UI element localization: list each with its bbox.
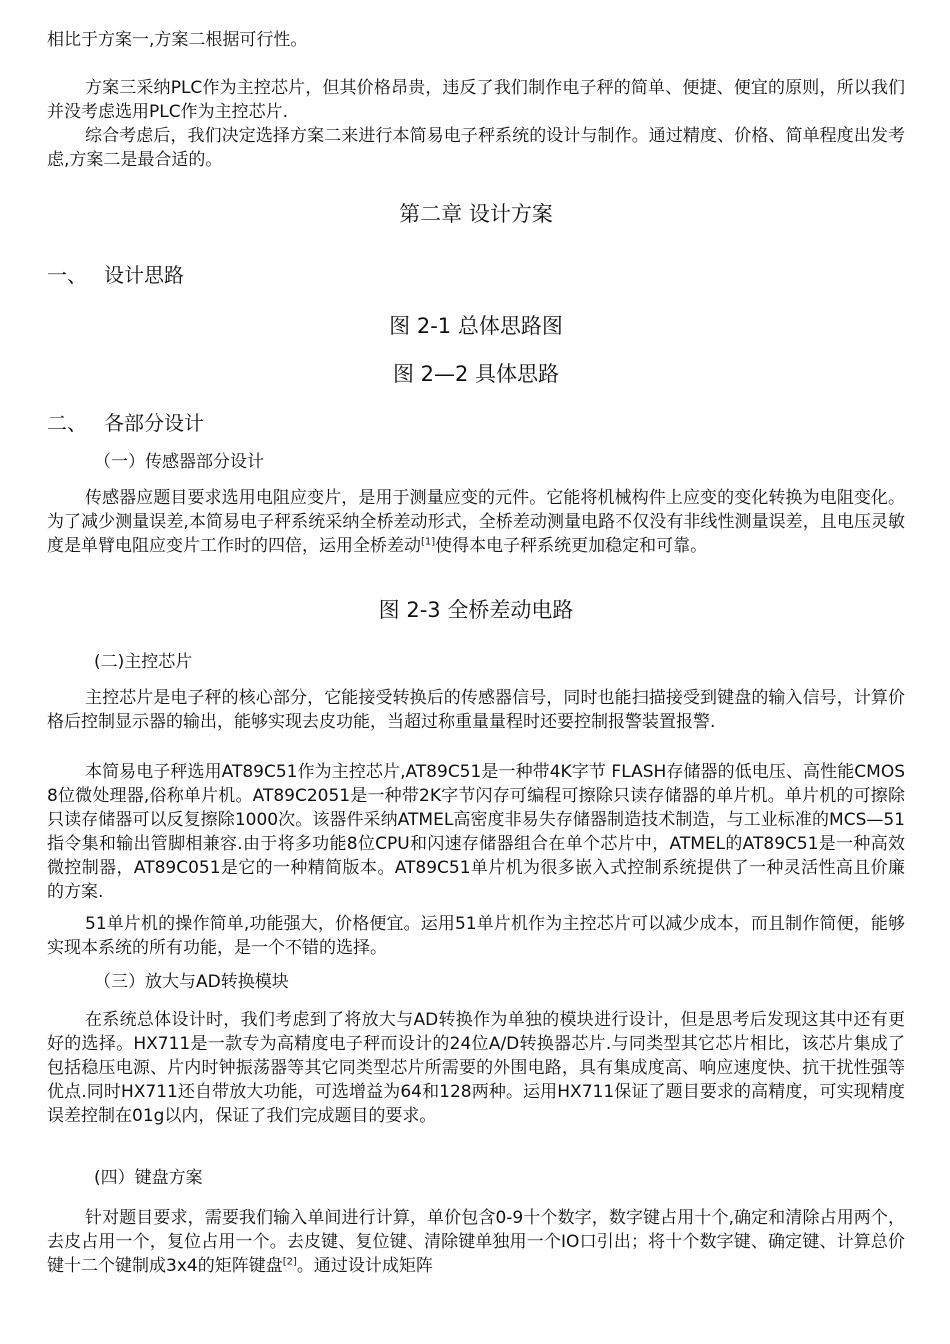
subsection-keyboard: (四）键盘方案 — [94, 1168, 203, 1188]
paragraph-sensor-text: 传感器应题目要求选用电阻应变片，是用于测量应变的元件。它能将机械构件上应变的变化转换为电阻变化。为了减少测量误差,本简易电子秤系统采纳全桥差动形式，全桥差动测量电路不仅没有非线性测量误差，且电压灵敏度是单臂电阻应变片工作时的四倍，运用全桥差动 — [47, 488, 905, 556]
section-number: 二、 — [47, 411, 87, 435]
section-title: 各部分设计 — [104, 411, 204, 435]
paragraph-intro-end: 相比于方案一,方案二根据可行性。 — [47, 30, 308, 50]
paragraph-keyboard-text: 针对题目要求，需要我们输入单间进行计算，单价包含0-9十个数字，数字键占用十个,确定和清除占用两个，去皮占用一个，复位占用一个。去皮键、复位键、清除键单独用一个IO口引出；将十个数字键、确定键、计算总价键十二个键制成3x4的矩阵键盘 — [47, 1208, 905, 1276]
figure-caption-2-1: 图 2-1 总体思路图 — [389, 314, 563, 338]
subsection-ad: （三）放大与AD转换模块 — [94, 972, 289, 992]
citation-ref-2: [2] — [282, 1256, 297, 1268]
paragraph-mcu-3: 51单片机的操作简单,功能强大，价格便宜。运用51单片机作为主控芯片可以减少成本，而且制作简便，能够实现本系统的所有功能，是一个不错的选择。 — [47, 914, 905, 958]
paragraph-plan3: 方案三采纳PLC作为主控芯片，但其价格昂贵，违反了我们制作电子秤的简单、便捷、便宜的原则，所以我们并没考虑选用PLC作为主控芯片. — [47, 78, 905, 122]
section-heading-1 — [47, 262, 905, 288]
section-title: 设计思路 — [104, 263, 184, 287]
paragraph-ad: 在系统总体设计时，我们考虑到了将放大与AD转换作为单独的模块进行设计，但是思考后发现这其中还有更好的选择。HX711是一款专为高精度电子秤而设计的24位A/D转换器芯片.与同类型其它芯片相比，该芯片集成了包括稳压电源、片内时钟振荡器等其它同类型芯片所需要的外围电路，具有集成度高、响应速度快、抗干扰性强等优点.同时HX711还自带放大功能，可选增益为64和128两种。运用HX711保证了题目要求的高精度，可实现精度误差控制在01g以内，保证了我们完成题目的要求。 — [47, 1010, 905, 1126]
citation-ref-1: [1] — [421, 536, 436, 548]
subsection-mcu: (二)主控芯片 — [94, 652, 193, 672]
paragraph-keyboard — [47, 1206, 905, 1278]
paragraph-mcu-1: 主控芯片是电子秤的核心部分，它能接受转换后的传感器信号，同时也能扫描接受到键盘的输入信号，计算价格后控制显示器的输出，能够实现去皮功能，当超过称重量量程时还要控制报警装置报警. — [47, 688, 905, 732]
paragraph-keyboard-text-end: 。通过设计成矩阵 — [296, 1256, 433, 1276]
paragraph-sensor-text-end: 使得本电子秤系统更加稳定和可靠。 — [435, 536, 708, 556]
chapter-title: 第二章 设计方案 — [399, 202, 553, 226]
subsection-sensor: （一）传感器部分设计 — [94, 452, 264, 472]
paragraph-decision: 综合考虑后，我们决定选择方案二来进行本简易电子秤系统的设计与制作。通过精度、价格、简单程度出发考虑,方案二是最合适的。 — [47, 126, 905, 170]
paragraph-mcu-2: 本简易电子秤选用AT89C51作为主控芯片,AT89C51是一种带4K字节 FLASH存储器的低电压、高性能CMOS 8位微处理器,俗称单片机。AT89C2051是一种带2K字节闪存可编程可擦除只读存储器的单片机。单片机的可擦除只读存储器可以反复擦除1000次。该器件采纳ATMEL高密度非易失存储器制造技术制造，与工业标准的MCS—51指令集和输出管脚相兼容.由于将多功能8位CPU和闪速存储器组合在单个芯片中，ATMEL的AT89C51是一种高效微控制器，AT89C051是它的一种精简版本。AT89C51单片机为很多嵌入式控制系统提供了一种灵活性高且价廉的方案. — [47, 762, 905, 902]
section-number: 一、 — [47, 263, 87, 287]
figure-caption-2-2: 图 2—2 具体思路 — [392, 362, 560, 386]
section-heading-2 — [47, 410, 905, 436]
figure-caption-2-3: 图 2-3 全桥差动电路 — [378, 598, 574, 622]
paragraph-sensor — [47, 486, 905, 558]
